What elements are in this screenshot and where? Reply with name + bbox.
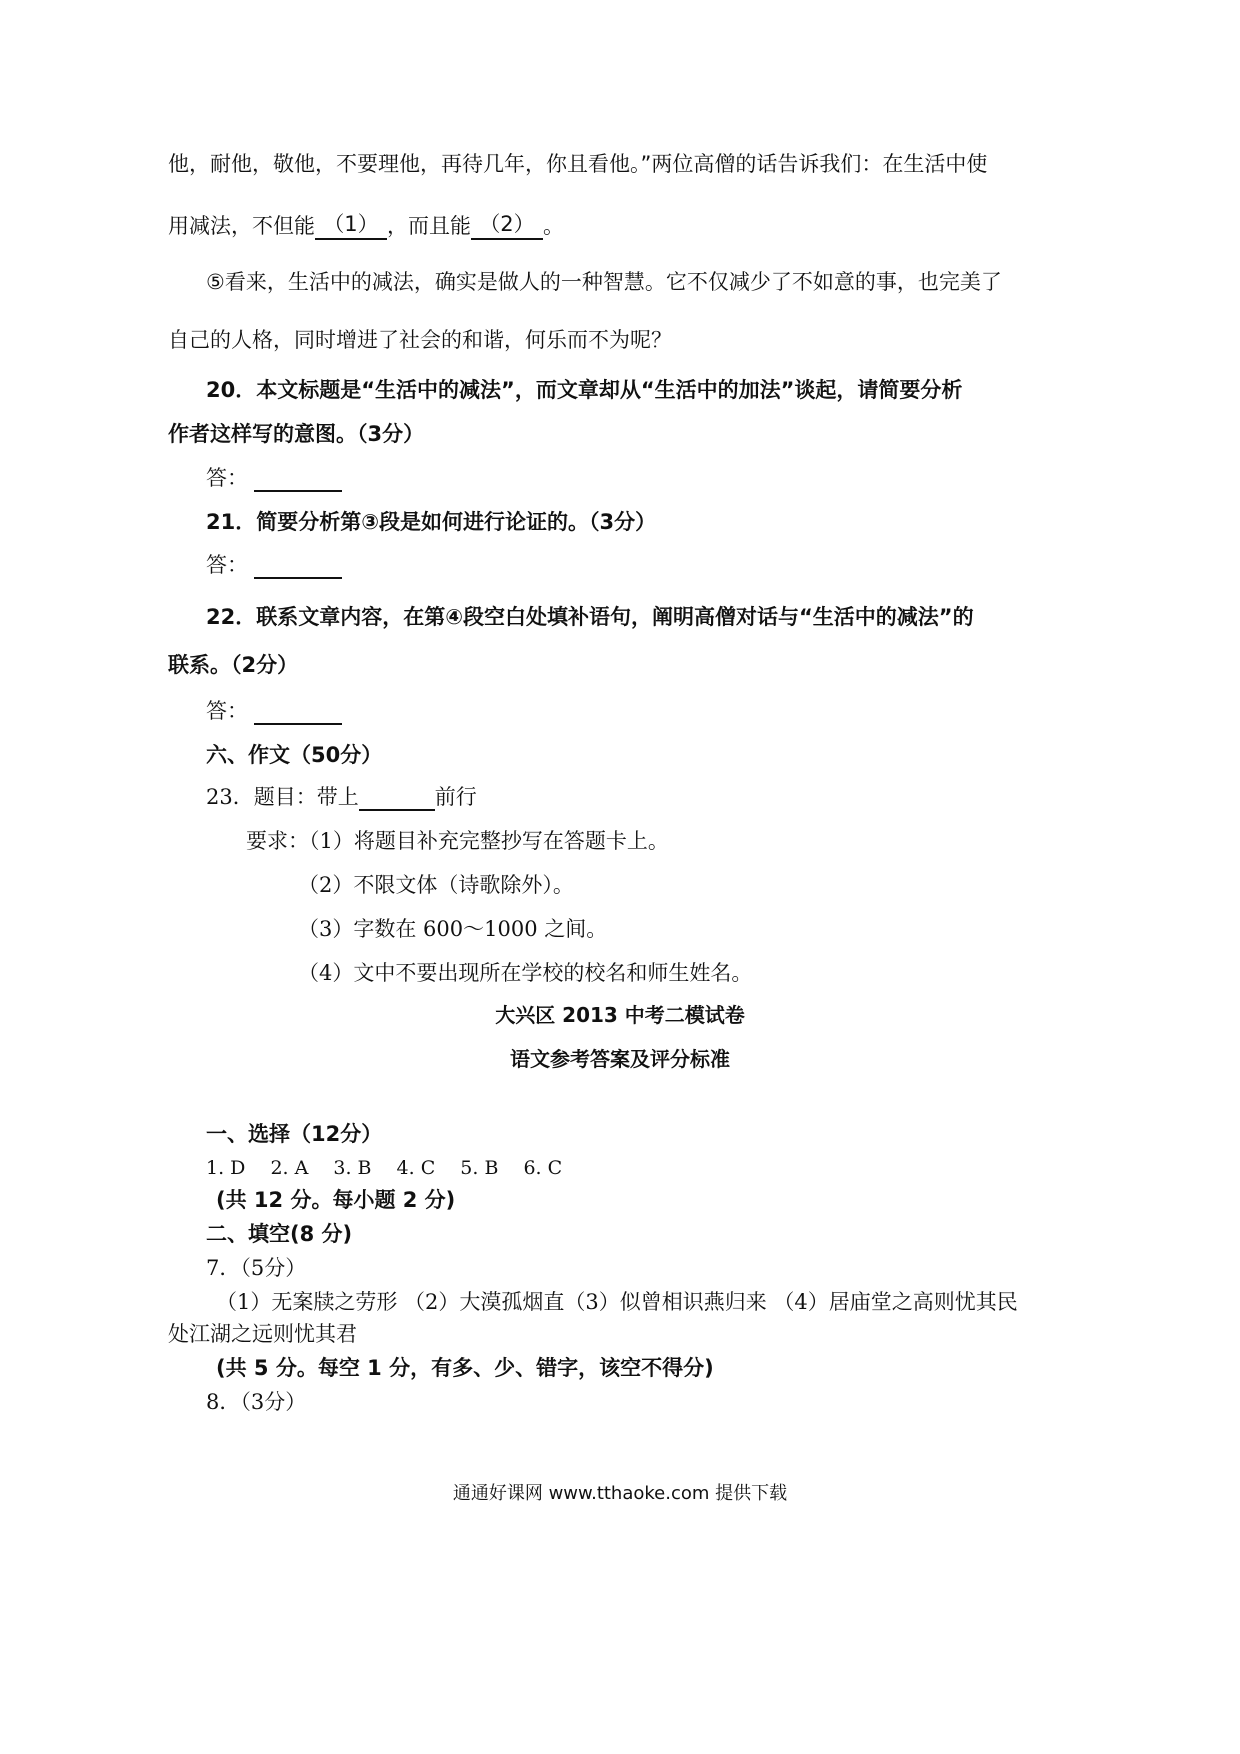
composition-requirement-2: （2）不限文体（诗歌除外）。 — [298, 873, 574, 897]
passage-line-2-mid: ，而且能 — [387, 214, 471, 238]
page-footer: 通通好课网 www.tthaoke.com 提供下载 — [452, 1483, 788, 1504]
answer-label: 答： — [206, 466, 248, 490]
answer-key-heading-2: 语文参考答案及评分标准 — [510, 1047, 730, 1071]
question-21: 21．简要分析第③段是如何进行论证的。（3分） — [206, 510, 657, 534]
passage-line-3: ⑤看来，生活中的减法，确实是做人的一种智慧。它不仅减少了不如意的事，也完美了 — [206, 270, 1002, 294]
question-7-answer-line-1: （1）无案牍之劳形 （2）大漠孤烟直（3）似曾相识燕归来 （4）居庙堂之高则忧其民 — [216, 1290, 1018, 1314]
passage-line-2-end: 。 — [543, 214, 564, 238]
question-7-score: 7．（5分） — [206, 1256, 307, 1280]
passage-line-2-start: 用减法，不但能 — [168, 214, 315, 238]
fill-blank-1: （1） — [315, 210, 387, 240]
answer-21 — [206, 551, 342, 579]
fill-blank-2: （2） — [471, 210, 543, 240]
answer-line — [254, 703, 342, 725]
composition-section-title: 六、作文（50分） — [206, 743, 383, 767]
answer-line — [254, 557, 342, 579]
question-8-score: 8．（3分） — [206, 1390, 307, 1414]
answer-label: 答： — [206, 553, 248, 577]
question-22-line-1: 22．联系文章内容，在第④段空白处填补语句，阐明高僧对话与“生活中的减法”的 — [206, 605, 974, 629]
passage-line-4: 自己的人格，同时增进了社会的和谐，何乐而不为呢？ — [168, 328, 672, 352]
answer-key-heading-1: 大兴区 2013 中考二模试卷 — [495, 1003, 745, 1027]
question-7-note: (共 5 分。每空 1 分，有多、少、错字，该空不得分) — [216, 1356, 714, 1380]
composition-requirement-4: （4）文中不要出现所在学校的校名和师生姓名。 — [298, 961, 753, 985]
composition-title-end: 前行 — [434, 785, 477, 809]
composition-requirement-3: （3）字数在 600～1000 之间。 — [298, 917, 608, 941]
composition-requirement-1: 要求：（1）将题目补充完整抄写在答题卡上。 — [246, 829, 669, 853]
passage-line-2 — [168, 210, 564, 240]
answer-22 — [206, 697, 342, 725]
question-20-line-2: 作者这样写的意图。（3分） — [168, 422, 425, 446]
answer-20 — [206, 464, 342, 492]
answer-section-2: 二、填空(8 分) — [206, 1222, 353, 1246]
composition-title-start: 23．题目：带上 — [206, 785, 359, 809]
composition-title-blank — [359, 787, 435, 811]
choice-answers: 1. D 2. A 3. B 4. C 5. B 6. C — [206, 1157, 563, 1179]
question-7-answer-line-2: 处江湖之远则忧其君 — [168, 1322, 357, 1346]
answer-section-1: 一、选择（12分） — [206, 1122, 383, 1146]
answer-label: 答： — [206, 699, 248, 723]
answer-section-1-note: (共 12 分。每小题 2 分) — [216, 1188, 456, 1212]
question-22-line-2: 联系。（2分） — [168, 653, 299, 677]
passage-line-1: 他，耐他，敬他，不要理他，再待几年，你且看他。”两位高僧的话告诉我们：在生活中使 — [168, 152, 988, 176]
answer-line — [254, 470, 342, 492]
question-20-line-1: 20．本文标题是“生活中的减法”，而文章却从“生活中的加法”谈起，请简要分析 — [206, 378, 963, 402]
composition-title — [206, 783, 477, 811]
